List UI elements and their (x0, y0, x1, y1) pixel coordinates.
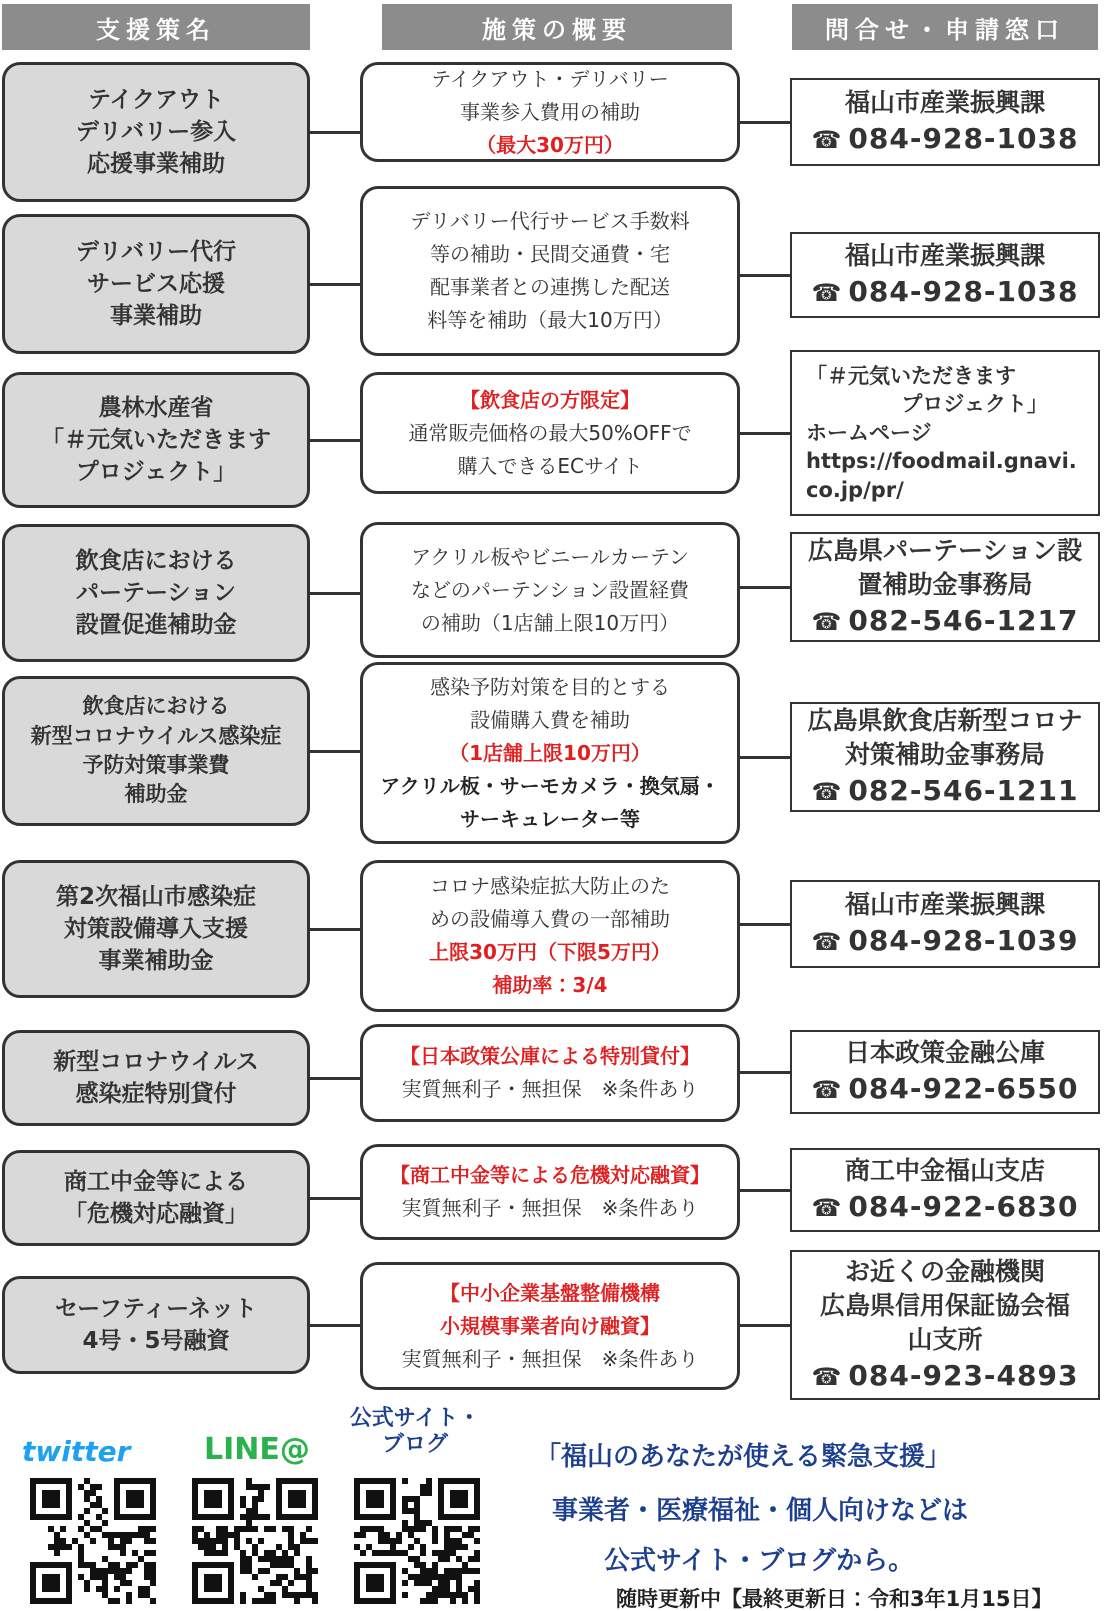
contact-box (790, 702, 1100, 812)
support-name-line: セーフティーネット (55, 1295, 257, 1322)
connector-line (310, 1324, 360, 1327)
connector-line (310, 439, 360, 442)
phone-number: 084-928-1039 (848, 923, 1079, 957)
support-name-line: 飲食店における (82, 694, 230, 719)
overview-box (360, 662, 740, 844)
phone-number: 084-922-6830 (848, 1189, 1079, 1223)
support-name-line: 予防対策事業費 (82, 753, 230, 777)
connector-line (740, 586, 790, 589)
contact-line: 福山市産業振興課 (844, 88, 1045, 118)
connector-line (740, 923, 790, 926)
overview-line: 配事業者との連携した配送 (430, 275, 670, 299)
official-site-line-1: 公式サイト・ (349, 1406, 481, 1431)
support-name-line: 「＃元気いただきます (41, 426, 271, 453)
contact-line: 日本政策金融公庫 (844, 1038, 1045, 1068)
phone-icon: ☎ (811, 607, 843, 636)
overview-box (360, 62, 740, 162)
overview-line: 感染予防対策を目的とする (430, 674, 670, 699)
overview-line: 【飲食店の方限定】 (460, 387, 640, 412)
overview-line: 事業参入費用の補助 (460, 99, 640, 124)
contact-line: ホームページ (806, 420, 932, 445)
line-qr-code[interactable] (192, 1478, 318, 1604)
phone-icon: ☎ (811, 1193, 843, 1222)
support-name (2, 860, 310, 998)
overview-line: デリバリー代行サービス手数料 (410, 209, 690, 233)
support-name-line: 「危機対応融資」 (64, 1201, 248, 1227)
support-name (2, 676, 310, 826)
support-name (2, 1150, 310, 1246)
support-name-line: 補助金 (124, 782, 188, 807)
contact-line: プロジェクト」 (901, 392, 1048, 417)
support-name-line: 飲食店における (75, 547, 237, 574)
phone-number: 084-922-6550 (848, 1071, 1079, 1105)
contact-box (790, 350, 1100, 516)
phone-number: 084-928-1038 (848, 274, 1079, 308)
overview-line: 実質無利子・無担保 ※条件あり (401, 1346, 699, 1371)
overview-line: などのパーテンション設置経費 (410, 577, 690, 602)
overview-line: 【中小企業基盤整備機構 (440, 1280, 660, 1305)
contact-line: 広島県信用保証協会福 (819, 1291, 1070, 1321)
support-name-line: サービス応援 (87, 270, 225, 297)
phone-icon: ☎ (811, 927, 843, 956)
contact-line: 「＃元気いただきます (806, 364, 1016, 389)
contact-phone[interactable] (812, 1070, 1079, 1108)
connector-line (310, 592, 360, 595)
support-name-line: 4号・5号融資 (82, 1328, 230, 1354)
support-name-line: 新型コロナウイルス感染症 (30, 723, 282, 748)
overview-line: の補助（1店舗上限10万円） (420, 610, 680, 635)
overview-box (360, 860, 740, 1012)
twitter-logo: twitter (22, 1435, 131, 1468)
contact-line: 広島県飲食店新型コロナ (807, 706, 1083, 736)
support-name-line: 新型コロナウイルス (53, 1048, 259, 1075)
phone-icon: ☎ (811, 777, 843, 806)
connector-line (740, 121, 790, 124)
overview-box (360, 372, 740, 494)
contact-line: 置補助金事務局 (857, 570, 1033, 600)
line-logo: LINE@ (204, 1432, 310, 1467)
footer-headline: 「福山のあなたが使える緊急支援」 (535, 1442, 952, 1472)
support-name (2, 1030, 310, 1126)
phone-number: 084-923-4893 (848, 1358, 1079, 1392)
overview-line: 実質無利子・無担保 ※条件あり (401, 1077, 699, 1101)
support-name (2, 372, 310, 508)
contact-line: お近くの金融機関 (844, 1257, 1045, 1287)
support-name-line: デリバリー参入 (75, 118, 237, 145)
official-site-title (340, 1406, 490, 1459)
support-name-line: 感染症特別貸付 (75, 1081, 237, 1107)
overview-box (360, 186, 740, 356)
header-contact: 問合せ・申請窓口 (792, 4, 1098, 50)
contact-line: 商工中金福山支店 (844, 1156, 1045, 1186)
phone-number: 082-546-1211 (848, 773, 1079, 807)
support-name-line: 対策設備導入支援 (64, 915, 248, 942)
overview-box (360, 1144, 740, 1240)
overview-box (360, 1024, 740, 1122)
overview-line: 設備購入費を補助 (470, 707, 630, 732)
last-updated: 随時更新中【最終更新日：令和3年1月15日】 (616, 1587, 1053, 1611)
overview-line: 等の補助・民間交通費・宅 (430, 242, 670, 266)
contact-box (790, 1250, 1100, 1400)
connector-line (310, 1197, 360, 1200)
contact-phone[interactable] (812, 1188, 1079, 1226)
contact-box (790, 232, 1100, 318)
overview-box (360, 1262, 740, 1390)
support-name-line: 事業補助 (110, 303, 202, 330)
overview-line: （最大30万円） (476, 132, 624, 157)
official-site-qr-code[interactable] (354, 1478, 480, 1604)
phone-icon: ☎ (811, 125, 843, 154)
overview-line: 購入できるECサイト (457, 453, 643, 478)
connector-line (740, 1324, 790, 1327)
contact-line: 広島県パーテーション設 (807, 536, 1082, 566)
contact-phone[interactable] (812, 273, 1079, 311)
connector-line (740, 1071, 790, 1074)
contact-phone[interactable] (812, 602, 1079, 640)
connector-line (740, 756, 790, 759)
connector-line (310, 131, 360, 134)
phone-number: 084-928-1038 (848, 121, 1079, 155)
contact-phone[interactable] (812, 120, 1079, 158)
header-overview: 施策の概要 (382, 4, 732, 50)
twitter-qr-code[interactable] (30, 1478, 156, 1604)
connector-line (310, 928, 360, 931)
support-name-line: 農林水産省 (98, 394, 214, 421)
phone-number: 082-546-1217 (848, 603, 1079, 637)
overview-line: サーキュレーター等 (460, 806, 640, 831)
contact-box (790, 1030, 1100, 1114)
connector-line (740, 1189, 790, 1192)
support-name-line: デリバリー代行 (75, 238, 237, 265)
overview-line: 通常販売価格の最大50%OFFで (408, 420, 692, 445)
support-name-line: 事業補助金 (98, 948, 214, 975)
contact-box (790, 880, 1100, 968)
footer-line-3: 公式サイト・ブログから。 (604, 1546, 915, 1576)
contact-line: 山支所 (907, 1324, 983, 1354)
overview-line: テイクアウト・デリバリー (431, 66, 669, 91)
connector-line (740, 274, 790, 277)
overview-line: 上限30万円（下限5万円） (429, 940, 671, 964)
overview-line: コロナ感染症拡大防止のた (430, 874, 670, 898)
contact-box (790, 532, 1100, 642)
support-name (2, 62, 310, 202)
overview-line: アクリル板・サーモカメラ・換気扇・ (380, 773, 720, 798)
support-name (2, 214, 310, 354)
phone-icon: ☎ (811, 1075, 843, 1104)
overview-line: 【日本政策公庫による特別貸付】 (400, 1044, 700, 1068)
support-name-line: 設置促進補助金 (75, 612, 237, 639)
support-name-line: 商工中金等による (64, 1168, 248, 1195)
contact-line: 福山市産業振興課 (844, 890, 1045, 920)
contact-phone[interactable] (812, 922, 1079, 960)
support-name (2, 524, 310, 662)
support-name-line: 第2次福山市感染症 (55, 883, 256, 910)
overview-line: 実質無利子・無担保 ※条件あり (401, 1196, 699, 1220)
overview-box (360, 522, 740, 658)
connector-line (740, 432, 790, 435)
overview-line: （1店舗上限10万円） (449, 740, 651, 765)
contact-line: 福山市産業振興課 (844, 241, 1045, 271)
contact-url[interactable]: https://foodmail.gnavi. (806, 449, 1077, 474)
connector-line (310, 283, 360, 286)
connector-line (310, 1077, 360, 1080)
overview-line: 補助率：3/4 (492, 973, 608, 997)
official-site-line-2: ブログ (381, 1432, 448, 1458)
support-name-line: テイクアウト (88, 86, 224, 113)
phone-icon: ☎ (811, 1362, 843, 1391)
support-name-line: パーテーション (75, 579, 237, 606)
contact-url[interactable]: co.jp/pr/ (806, 477, 904, 502)
support-name (2, 1276, 310, 1374)
contact-phone[interactable] (812, 1357, 1079, 1395)
support-name-line: 応援事業補助 (87, 151, 225, 178)
contact-phone[interactable] (812, 772, 1079, 810)
overview-line: めの設備導入費の一部補助 (430, 907, 670, 931)
contact-box (790, 78, 1100, 166)
overview-line: アクリル板やビニールカーテン (411, 544, 689, 569)
phone-icon: ☎ (811, 278, 843, 307)
support-name-line: プロジェクト」 (75, 459, 237, 486)
overview-line: 料等を補助（最大10万円） (427, 308, 673, 332)
contact-line: 対策補助金事務局 (844, 740, 1045, 770)
footer-line-2: 事業者・医療福祉・個人向けなどは (552, 1496, 969, 1526)
overview-line: 【商工中金等による危機対応融資】 (390, 1163, 710, 1187)
connector-line (310, 750, 360, 753)
header-name: 支援策名 (2, 4, 310, 50)
contact-box (790, 1148, 1100, 1232)
overview-line: 小規模事業者向け融資】 (440, 1313, 660, 1338)
